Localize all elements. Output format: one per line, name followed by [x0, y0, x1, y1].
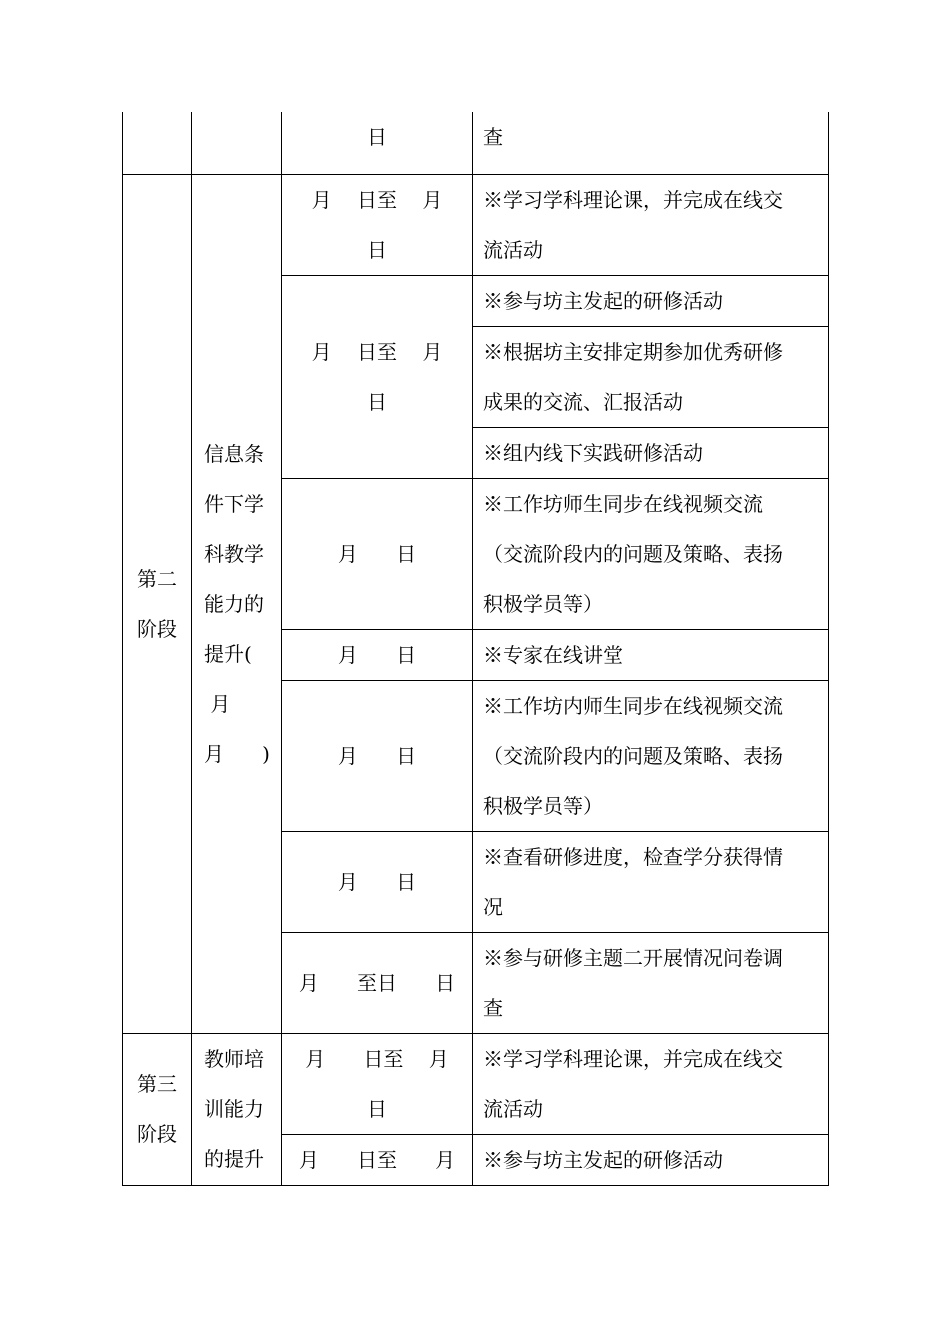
date-cell: 月 日 — [282, 478, 473, 629]
stage-cell-empty — [123, 112, 192, 174]
activity-cell: ※学习学科理论课，并完成在线交 流活动 — [473, 1033, 829, 1134]
activity-cell: ※根据坊主安排定期参加优秀研修 成果的交流、汇报活动 — [473, 326, 829, 427]
date-cell: 月 日至 月 — [282, 1134, 473, 1185]
topic-cell: 信息条 件下学 科教学 能力的 提升( 月 月 ) — [192, 174, 282, 1033]
table-row — [123, 112, 829, 174]
stage-cell: 第三 阶段 — [123, 1033, 192, 1185]
date-cell: 月 日至 月 日 — [282, 1033, 473, 1134]
date-cell: 月 日 — [282, 680, 473, 831]
stage-cell: 第二 阶段 — [123, 174, 192, 1033]
activity-cell: ※参与研修主题二开展情况问卷调 查 — [473, 932, 829, 1033]
activity-cell: ※参与坊主发起的研修活动 — [473, 1134, 829, 1185]
date-cell: 月 至日 日 — [282, 932, 473, 1033]
activity-cell: ※组内线下实践研修活动 — [473, 427, 829, 478]
date-cell: 月 日 — [282, 629, 473, 680]
date-cell: 月 日至 月 日 — [282, 275, 473, 478]
date-cell: 日 — [282, 112, 473, 174]
topic-cell: 教师培 训能力 的提升 — [192, 1033, 282, 1185]
table-row — [123, 174, 829, 275]
activity-cell: 查 — [473, 112, 829, 174]
date-cell: 月 日 — [282, 831, 473, 932]
topic-cell-empty — [192, 112, 282, 174]
activity-cell: ※参与坊主发起的研修活动 — [473, 275, 829, 326]
activity-cell: ※工作坊师生同步在线视频交流 （交流阶段内的问题及策略、表扬 积极学员等） — [473, 478, 829, 629]
schedule-table — [122, 112, 829, 1186]
activity-cell: ※工作坊内师生同步在线视频交流 （交流阶段内的问题及策略、表扬 积极学员等） — [473, 680, 829, 831]
activity-cell: ※查看研修进度，检查学分获得情 况 — [473, 831, 829, 932]
table-row — [123, 1033, 829, 1134]
activity-cell: ※学习学科理论课，并完成在线交 流活动 — [473, 174, 829, 275]
date-cell: 月 日至 月 日 — [282, 174, 473, 275]
activity-cell: ※专家在线讲堂 — [473, 629, 829, 680]
